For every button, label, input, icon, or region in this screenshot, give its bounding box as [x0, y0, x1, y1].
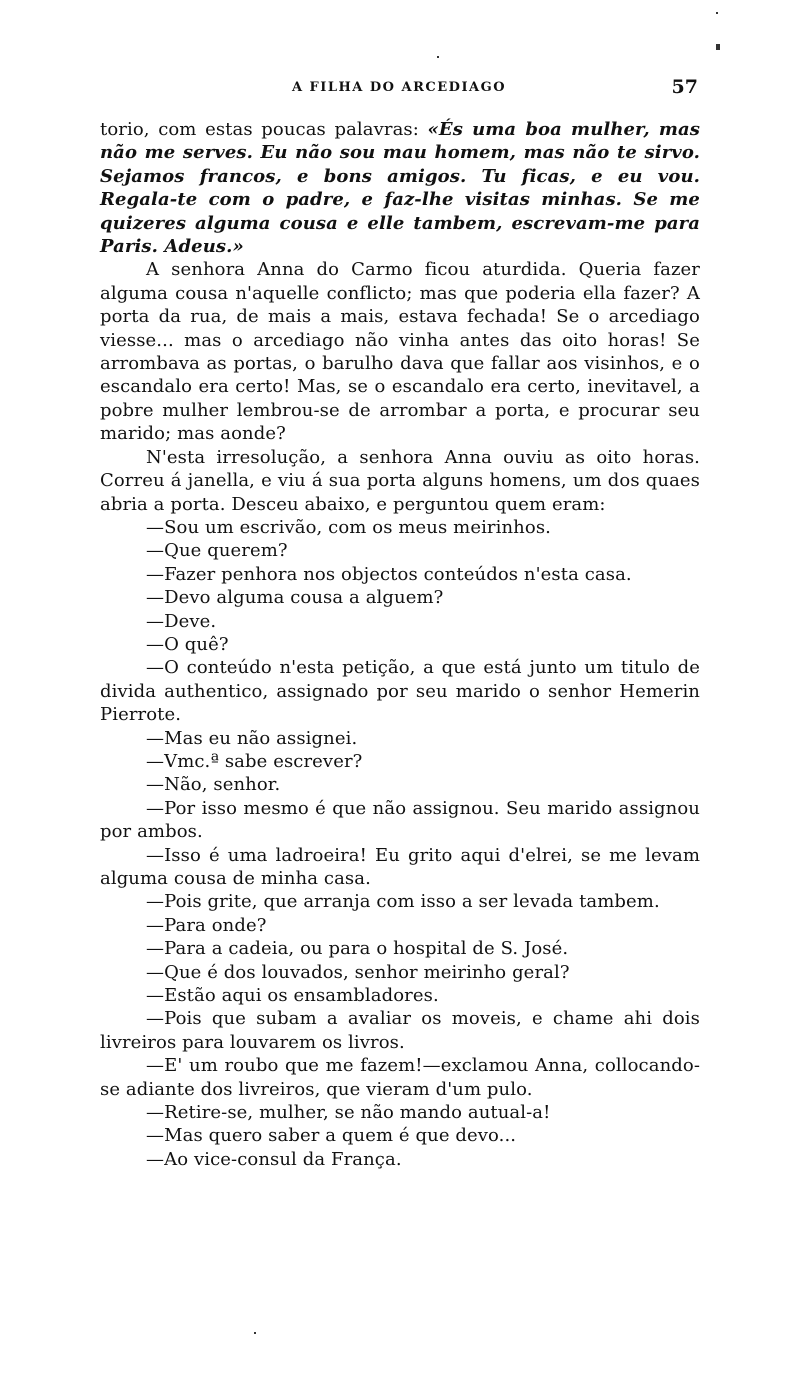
page-header — [100, 76, 698, 102]
dialogue-line: —Ao vice-consul da França. — [146, 1148, 402, 1170]
letter-quote: «És uma boa mulher, mas não me serves. Eu não sou mau homem, mas não te sirvo. Sejamos francos, e bons amigos. Tu ficas, e eu vou. Regala-te com o padre, e faz-lhe visitas minhas. Se me quizeres alguma cousa e elle tambem, escrevam-me para Paris. Adeus.» — [100, 119, 700, 258]
dialogue-line: —Estão aqui os ensambladores. — [146, 985, 439, 1007]
paragraph: N'esta irresolução, a senhora Anna ouviu as oito horas. Correu á janella, e viu á sua porta alguns homens, um dos quaes abria a porta. Desceu abaixo, e perguntou quem eram: — [100, 446, 700, 515]
scan-speck — [716, 12, 718, 14]
scan-speck — [716, 44, 720, 50]
scan-speck — [254, 1332, 256, 1334]
page-number: 57 — [671, 76, 698, 98]
dialogue-line: —Que querem? — [146, 540, 288, 562]
scan-speck — [437, 56, 439, 58]
dialogue-line: —Vmc.ª sabe escrever? — [146, 750, 363, 772]
dialogue-line: —Devo alguma cousa a alguem? — [146, 587, 444, 609]
dialogue-line: —Pois que subam a avaliar os moveis, e chame ahi dois livreiros para louvarem os livros. — [100, 1008, 700, 1053]
dialogue-line: —Mas eu não assignei. — [146, 727, 358, 749]
paragraph-continuation — [100, 118, 700, 258]
dialogue-line: —O conteúdo n'esta petição, a que está junto um titulo de divida authentico, assignado por seu marido o senhor Hemerin Pierrote. — [100, 657, 700, 726]
running-title: A FILHA DO ARCEDIAGO — [291, 80, 507, 95]
dialogue-line: —Para a cadeia, ou para o hospital de S. José. — [146, 938, 569, 960]
dialogue-line: —Fazer penhora nos objectos conteúdos n'esta casa. — [146, 563, 632, 585]
dialogue-line: —O quê? — [146, 633, 229, 655]
dialogue-line: —Isso é uma ladroeira! Eu grito aqui d'elrei, se me levam alguma cousa de minha casa. — [100, 844, 700, 889]
dialogue-line: —E' um roubo que me fazem!—exclamou Anna, collocando-se adiante dos livreiros, que vieram d'um pulo. — [100, 1055, 700, 1100]
dialogue-line: —Não, senhor. — [146, 774, 281, 796]
body-text — [100, 118, 700, 1171]
dialogue-line: —Que é dos louvados, senhor meirinho geral? — [146, 961, 570, 983]
dialogue-line: —Pois grite, que arranja com isso a ser levada tambem. — [146, 891, 660, 913]
paragraph-text: torio, com estas poucas palavras: — [100, 119, 428, 140]
dialogue-line: —Mas quero saber a quem é que devo... — [146, 1125, 517, 1147]
dialogue-line: —Para onde? — [146, 914, 267, 936]
dialogue-line: —Retire-se, mulher, se não mando autual-a! — [146, 1102, 551, 1124]
dialogue-line: —Deve. — [146, 610, 217, 632]
dialogue-line: —Por isso mesmo é que não assignou. Seu marido assignou por ambos. — [100, 797, 700, 843]
dialogue-line: —Sou um escrivão, com os meus meirinhos. — [146, 516, 551, 538]
paragraph: A senhora Anna do Carmo ficou aturdida. Queria fazer alguma cousa n'aquelle conflicto; mas que poderia ella fazer? A porta da rua, de mais a mais, estava fechada! Se o arcediago viesse... mas o arcediago não vinha antes das oito horas! Se arrombava as portas, o barulho dava que fallar aos visinhos, e o escandalo era certo! Mas, se o escandalo era certo, inevitavel, a pobre mulher lembrou-se de arrombar a porta, e procurar seu marido; mas aonde? — [100, 259, 700, 445]
